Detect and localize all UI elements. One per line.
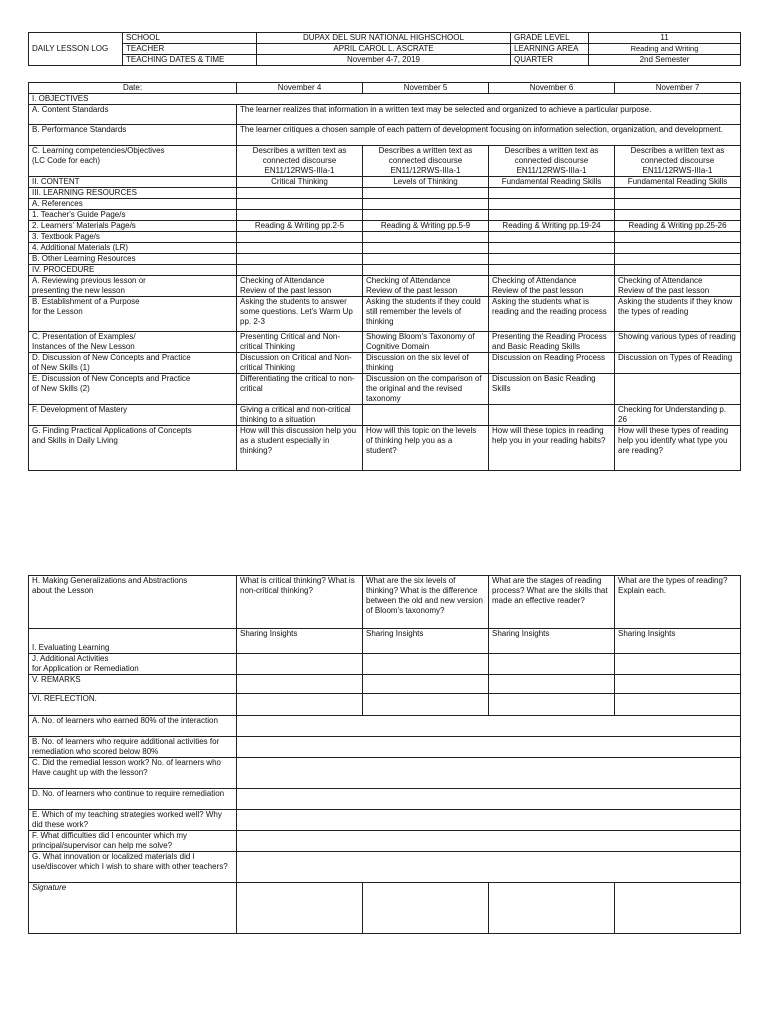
- cell-line: Describes a written text as: [504, 146, 599, 155]
- reflection-item-row: [29, 789, 741, 810]
- row-label: [29, 297, 237, 332]
- row-label: 2. Learners' Materials Page/s: [29, 221, 237, 232]
- cell-line: EN11/12RWS-IIIa-1: [390, 166, 461, 175]
- row-label: 4. Additional Materials (LR): [29, 243, 237, 254]
- header-value: 11: [589, 33, 741, 44]
- label-line: J. Additional Activities: [32, 654, 109, 663]
- objectives-row: [29, 94, 741, 105]
- reflection-item: A. No. of learners who earned 80% of the interaction: [29, 716, 237, 737]
- procedure-cell: Discussion on Reading Process: [489, 353, 615, 374]
- procedure-cell: Discussion on Critical and Non-critical Thinking: [237, 353, 363, 374]
- row-label: [29, 426, 237, 471]
- competency-cell: [489, 146, 615, 177]
- procedure-cell: Presenting the Reading Process and Basic Reading Skills: [489, 332, 615, 353]
- row-label: V. REMARKS: [29, 675, 237, 694]
- content-standards-text: The learner realizes that information in a written text may be selected and organized to achieve a particular purpose.: [237, 105, 741, 125]
- reflection-item-row: [29, 758, 741, 789]
- header-label: GRADE LEVEL: [511, 33, 589, 44]
- materials-cell: Reading & Writing pp.5-9: [363, 221, 489, 232]
- procedure-cell: Giving a critical and non-critical thinking to a situation: [237, 405, 363, 426]
- procedure-row: [29, 265, 741, 276]
- reviewing-row: [29, 276, 741, 297]
- procedure-cell: Differentiating the critical to non-critical: [237, 374, 363, 405]
- procedure-cell: [489, 405, 615, 426]
- row-label: [29, 654, 237, 675]
- teachers-guide-row: [29, 210, 741, 221]
- cell-line: Describes a written text as: [252, 146, 347, 155]
- cell-line: Review of the past lesson: [240, 286, 332, 295]
- header-row: [29, 44, 741, 55]
- cell-line: EN11/12RWS-IIIa-1: [264, 166, 335, 175]
- reflection-item: G. What innovation or localized materials did I use/discover which I wish to share with other teachers?: [29, 852, 237, 883]
- procedure-cell: Discussion on the six level of thinking: [363, 353, 489, 374]
- row-label: [29, 146, 237, 177]
- row-label: I. Evaluating Learning: [29, 629, 237, 654]
- competencies-row: [29, 146, 741, 177]
- row-label: IV. PROCEDURE: [29, 265, 237, 276]
- row-label: [29, 332, 237, 353]
- applications-row: [29, 426, 741, 471]
- row-label: VI. REFLECTION.: [29, 694, 237, 716]
- procedure-cell: Asking the students to answer some questions. Let's Warm Up pp. 2-3: [237, 297, 363, 332]
- daily-lesson-log-title: DAILY LESSON LOG: [29, 33, 123, 66]
- procedure-cell: Discussion on Basic Reading Skills: [489, 374, 615, 405]
- date-label: Date:: [29, 83, 237, 94]
- reflection-row: [29, 694, 741, 716]
- competency-cell: [363, 146, 489, 177]
- row-label: [29, 276, 237, 297]
- content-cell: Levels of Thinking: [363, 177, 489, 188]
- signature-cell[interactable]: [489, 883, 615, 934]
- discussion1-row: [29, 353, 741, 374]
- header-table: [28, 32, 741, 66]
- cell-line: connected discourse: [640, 156, 715, 165]
- label-line: C. Presentation of Examples/: [32, 332, 136, 341]
- evaluating-row: [29, 629, 741, 654]
- evaluation-cell: Sharing Insights: [489, 629, 615, 654]
- procedure-cell: [489, 276, 615, 297]
- date-cell: November 7: [615, 83, 741, 94]
- mastery-row: [29, 405, 741, 426]
- content-row: [29, 177, 741, 188]
- label-line: B. Establishment of a Purpose: [32, 297, 140, 306]
- cell-line: Checking of Attendance: [240, 276, 325, 285]
- header-row: [29, 55, 741, 66]
- header-value: November 4-7, 2019: [257, 55, 511, 66]
- date-cell: November 5: [363, 83, 489, 94]
- materials-cell: Reading & Writing pp.2-5: [237, 221, 363, 232]
- header-value: DUPAX DEL SUR NATIONAL HIGHSCHOOL: [257, 33, 511, 44]
- header-value: 2nd Semester: [589, 55, 741, 66]
- header-row: [29, 33, 741, 44]
- row-label: A. References: [29, 199, 237, 210]
- reflection-item: F. What difficulties did I encounter which my principal/supervisor can help me solve?: [29, 831, 237, 852]
- row-label: [29, 353, 237, 374]
- procedure-cell: Showing various types of reading: [615, 332, 741, 353]
- label-line: of New Skills (2): [32, 384, 90, 393]
- label-line: C. Learning competencies/Objectives: [32, 146, 165, 155]
- remarks-row: [29, 675, 741, 694]
- content-cell: Fundamental Reading Skills: [489, 177, 615, 188]
- section-heading: I. OBJECTIVES: [29, 94, 741, 105]
- procedure-cell: Discussion on the comparison of the original and the revised taxonomy: [363, 374, 489, 405]
- row-label: II. CONTENT: [29, 177, 237, 188]
- generalization-cell: What are the stages of reading process? What are the skills that made an effective reader?: [489, 576, 615, 629]
- signature-cell[interactable]: [363, 883, 489, 934]
- procedure-cell: Asking the students if they know the types of reading: [615, 297, 741, 332]
- procedure-cell: How will these topics in reading help you in your reading habits?: [489, 426, 615, 471]
- label-line: G. Finding Practical Applications of Concepts: [32, 426, 192, 435]
- procedure-cell: Showing Bloom's Taxonomy of Cognitive Domain: [363, 332, 489, 353]
- cell-line: EN11/12RWS-IIIa-1: [516, 166, 587, 175]
- reflection-item-row: [29, 810, 741, 831]
- row-label: B. Other Learning Resources: [29, 254, 237, 265]
- evaluation-cell: Sharing Insights: [363, 629, 489, 654]
- cell-line: Checking of Attendance: [618, 276, 703, 285]
- discussion2-row: [29, 374, 741, 405]
- signature-label: Signature: [29, 883, 237, 934]
- cell-line: Checking of Attendance: [492, 276, 577, 285]
- header-label: TEACHING DATES & TIME: [123, 55, 257, 66]
- cell-line: connected discourse: [514, 156, 589, 165]
- row-label: A. Content Standards: [29, 105, 237, 125]
- label-line: for Application or Remediation: [32, 664, 139, 673]
- procedure-cell: [615, 276, 741, 297]
- header-label: TEACHER: [123, 44, 257, 55]
- date-cell: November 6: [489, 83, 615, 94]
- label-line: presenting the new lesson: [32, 286, 125, 295]
- procedure-cell: Asking the students what is reading and the reading process: [489, 297, 615, 332]
- examples-row: [29, 332, 741, 353]
- generalization-cell: What is critical thinking? What is non-critical thinking?: [237, 576, 363, 629]
- learning-resources-row: [29, 188, 741, 199]
- header-value: Reading and Writing: [589, 44, 741, 55]
- lesson-table: [28, 82, 741, 471]
- materials-cell: Reading & Writing pp.25-26: [615, 221, 741, 232]
- purpose-row: [29, 297, 741, 332]
- generalization-cell: What are the types of reading? Explain each.: [615, 576, 741, 629]
- procedure-cell: How will these types of reading help you identify what type you are reading?: [615, 426, 741, 471]
- reflection-item: B. No. of learners who require additional activities for remediation who scored below 80%: [29, 737, 237, 758]
- content-cell: Fundamental Reading Skills: [615, 177, 741, 188]
- content-cell: Critical Thinking: [237, 177, 363, 188]
- label-line: about the Lesson: [32, 586, 94, 595]
- additional-materials-row: [29, 243, 741, 254]
- label-line: for the Lesson: [32, 307, 83, 316]
- procedure-cell: [615, 374, 741, 405]
- reflection-table: [28, 575, 741, 934]
- procedure-cell: Discussion on Types of Reading: [615, 353, 741, 374]
- header-value: APRIL CAROL L. ASCRATE: [257, 44, 511, 55]
- competency-cell: [615, 146, 741, 177]
- cell-line: Checking of Attendance: [366, 276, 451, 285]
- materials-cell: Reading & Writing pp.19-24: [489, 221, 615, 232]
- generalizations-row: [29, 576, 741, 629]
- cell-line: Describes a written text as: [630, 146, 725, 155]
- signature-row: [29, 883, 741, 934]
- performance-standards-text: The learner critiques a chosen sample of each pattern of development focusing on information selection, organization, and development.: [237, 125, 741, 146]
- procedure-cell: Asking the students if they could still remember the levels of thinking: [363, 297, 489, 332]
- header-label: LEARNING AREA: [511, 44, 589, 55]
- other-resources-row: [29, 254, 741, 265]
- signature-cell[interactable]: [615, 883, 741, 934]
- competency-cell: [237, 146, 363, 177]
- procedure-cell: How will this topic on the levels of thinking help you as a student?: [363, 426, 489, 471]
- reflection-item: E. Which of my teaching strategies worked well? Why did these work?: [29, 810, 237, 831]
- references-row: [29, 199, 741, 210]
- label-line: H. Making Generalizations and Abstractions: [32, 576, 188, 585]
- generalization-cell: What are the six levels of thinking? What is the difference between the old and new version of Bloom's taxonomy?: [363, 576, 489, 629]
- procedure-cell: Checking for Understanding p. 26: [615, 405, 741, 426]
- row-label: F. Development of Mastery: [29, 405, 237, 426]
- cell-line: Review of the past lesson: [366, 286, 458, 295]
- header-label: SCHOOL: [123, 33, 257, 44]
- row-label: [29, 576, 237, 629]
- evaluation-cell: Sharing Insights: [615, 629, 741, 654]
- cell-line: Review of the past lesson: [618, 286, 710, 295]
- cell-line: connected discourse: [262, 156, 337, 165]
- label-line: A. Reviewing previous lesson or: [32, 276, 146, 285]
- reflection-item-row: [29, 852, 741, 883]
- label-line: E. Discussion of New Concepts and Practice: [32, 374, 191, 383]
- content-standards-row: [29, 105, 741, 125]
- cell-line: EN11/12RWS-IIIa-1: [642, 166, 713, 175]
- row-label: 1. Teacher's Guide Page/s: [29, 210, 237, 221]
- label-line: (LC Code for each): [32, 156, 101, 165]
- signature-cell[interactable]: [237, 883, 363, 934]
- cell-line: Review of the past lesson: [492, 286, 584, 295]
- procedure-cell: Presenting Critical and Non-critical Thinking: [237, 332, 363, 353]
- additional-activities-row: [29, 654, 741, 675]
- row-label: III. LEARNING RESOURCES: [29, 188, 237, 199]
- label-line: D. Discussion of New Concepts and Practice: [32, 353, 191, 362]
- row-label: B. Performance Standards: [29, 125, 237, 146]
- reflection-item: D. No. of learners who continue to require remediation: [29, 789, 237, 810]
- procedure-cell: How will this discussion help you as a student especially in thinking?: [237, 426, 363, 471]
- label-line: Instances of the New Lesson: [32, 342, 135, 351]
- cell-line: Describes a written text as: [378, 146, 473, 155]
- cell-line: connected discourse: [388, 156, 463, 165]
- evaluation-cell: Sharing Insights: [237, 629, 363, 654]
- reflection-item-row: [29, 716, 741, 737]
- procedure-cell: [363, 405, 489, 426]
- learners-materials-row: [29, 221, 741, 232]
- reflection-item-row: [29, 831, 741, 852]
- reflection-item: C. Did the remedial lesson work? No. of learners who Have caught up with the lesson?: [29, 758, 237, 789]
- procedure-cell: [237, 276, 363, 297]
- textbook-row: [29, 232, 741, 243]
- reflection-item-row: [29, 737, 741, 758]
- date-cell: November 4: [237, 83, 363, 94]
- label-line: and Skills in Daily Living: [32, 436, 118, 445]
- row-label: [29, 374, 237, 405]
- label-line: of New Skills (1): [32, 363, 90, 372]
- procedure-cell: [363, 276, 489, 297]
- row-label: 3. Textbook Page/s: [29, 232, 237, 243]
- date-row: [29, 83, 741, 94]
- performance-standards-row: [29, 125, 741, 146]
- header-label: QUARTER: [511, 55, 589, 66]
